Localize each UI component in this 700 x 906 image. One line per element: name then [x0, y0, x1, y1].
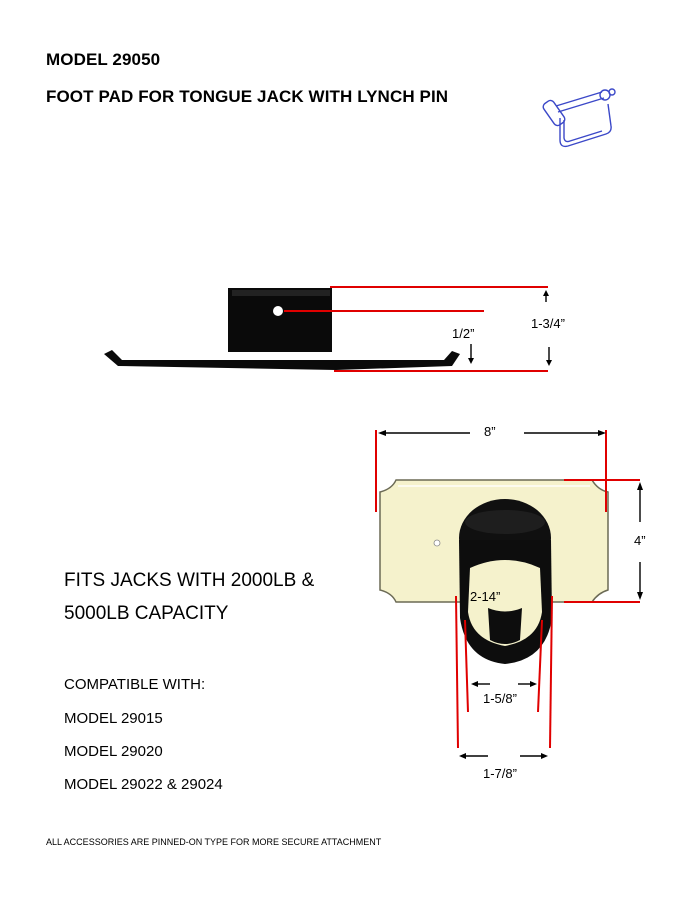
footer-note: ALL ACCESSORIES ARE PINNED-ON TYPE FOR MORE SECURE ATTACHMENT: [46, 837, 382, 847]
tube-outer-label: 1-7/8”: [483, 766, 517, 781]
compatible-model: MODEL 29015: [64, 710, 163, 727]
capacity-line-1: FITS JACKS WITH 2000LB &: [64, 570, 315, 591]
tube-inner-label: 1-5/8”: [483, 691, 517, 706]
capacity-line-2: 5000LB CAPACITY: [64, 603, 229, 624]
compatible-model: MODEL 29020: [64, 743, 163, 760]
product-subtitle: FOOT PAD FOR TONGUE JACK WITH LYNCH PIN: [46, 87, 449, 106]
model-title: MODEL 29050: [46, 50, 161, 69]
compatible-model: MODEL 29022 & 29024: [64, 776, 223, 793]
width-label: 8”: [484, 424, 496, 439]
tube-height-label: 2-14”: [470, 589, 501, 604]
total-height-label: 1-3/4”: [531, 316, 565, 331]
depth-label: 4”: [634, 533, 646, 548]
hole-height-label: 1/2”: [452, 326, 475, 341]
plate-hole: [434, 540, 440, 546]
compatible-heading: COMPATIBLE WITH:: [64, 676, 206, 693]
